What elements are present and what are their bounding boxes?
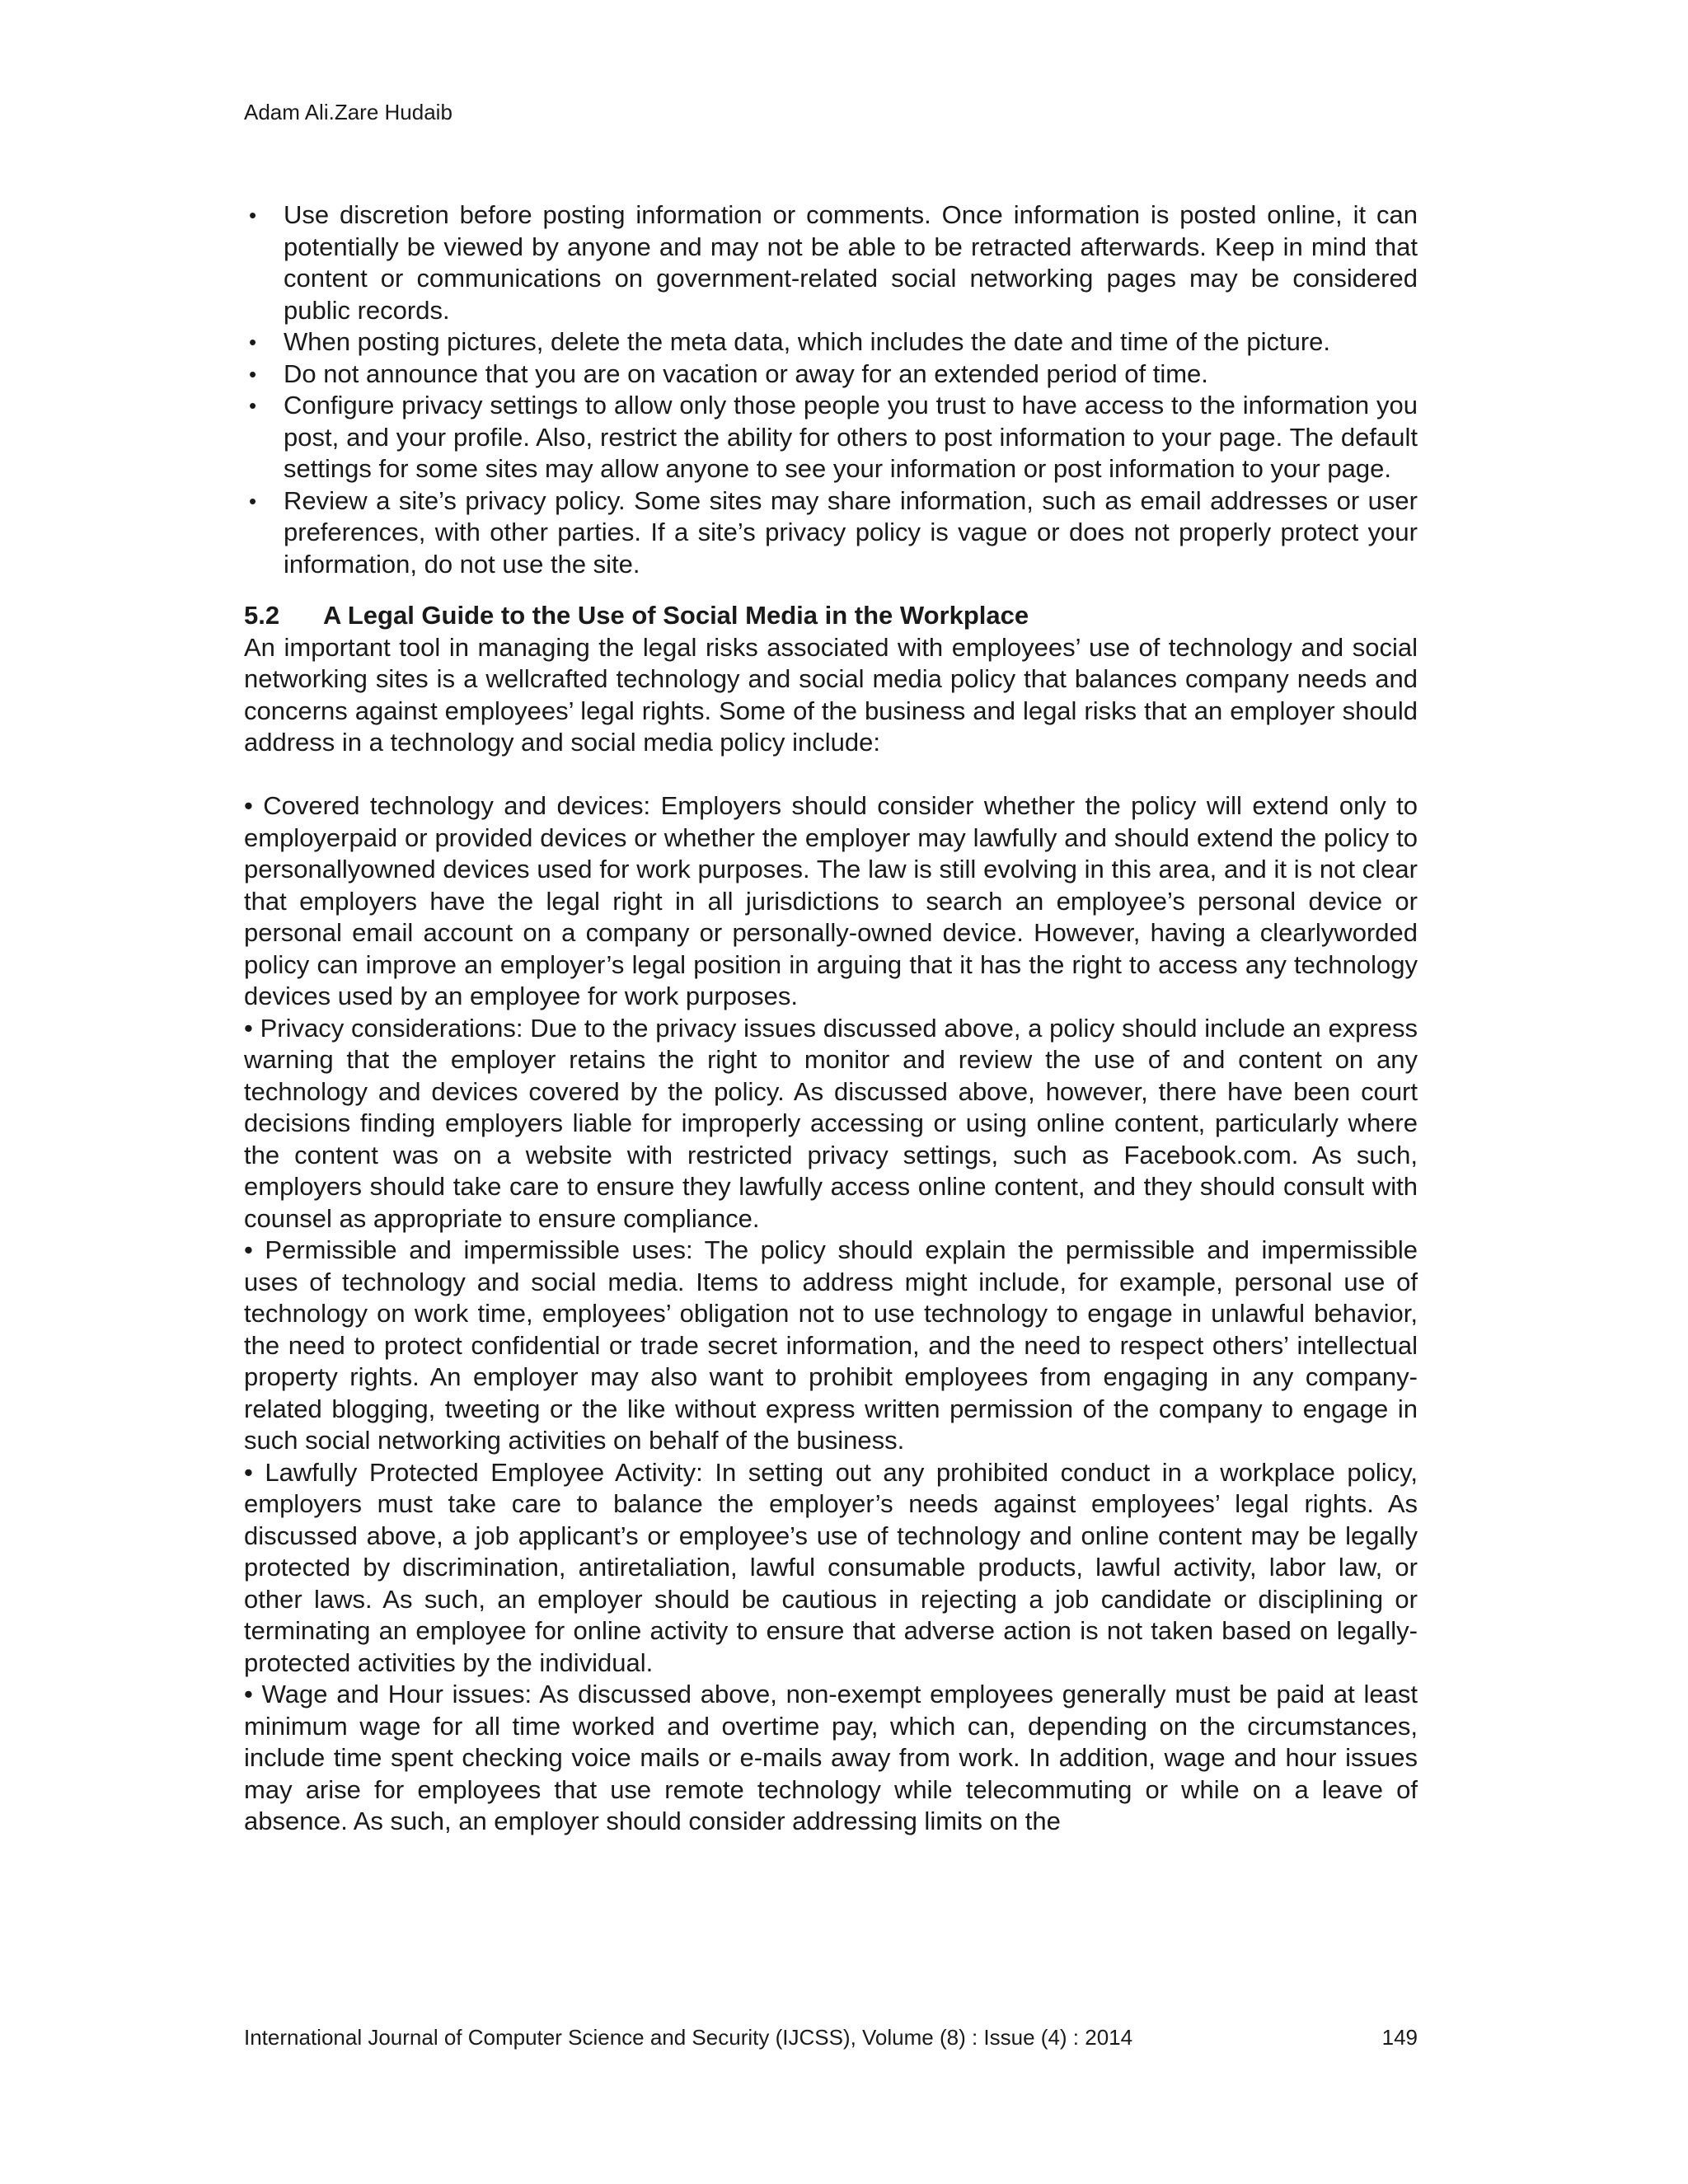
list-item-text: Use discretion before posting information or comments. Once information is posted online, it can potentially be viewed by anyone and may not be able to be retracted afterwards. Keep in mind that content or communications on government-related social networking pages may be considered public records. xyxy=(284,200,1418,325)
list-item xyxy=(244,199,1418,326)
list-item-text: Do not announce that you are on vacation or away for an extended period of time. xyxy=(284,359,1208,388)
body-paragraph-covered-technology: • Covered technology and devices: Employers should consider whether the policy will extend only to employerpaid or provided devices or whether the employer may lawfully and should extend the policy to personallyowned devices used for work purposes. The law is still evolving in this area, and it is not clear that employers have the legal right in all jurisdictions to search an employee’s personal device or personal email account on a company or personally-owned device. However, having a clearlyworded policy can improve an employer’s legal position in arguing that it has the right to access any technology devices used by an employee for work purposes. xyxy=(244,791,1418,1010)
list-item xyxy=(244,485,1418,581)
list-item-text: Configure privacy settings to allow only those people you trust to have access to the information you post, and your profile. Also, restrict the ability for others to post information to your page. The default settings for some sites may allow anyone to see your information or post information to your page. xyxy=(284,391,1418,483)
list-item xyxy=(244,359,1418,391)
section-heading xyxy=(244,600,1418,632)
list-item xyxy=(244,390,1418,485)
bullet-icon: • xyxy=(249,393,257,418)
body-paragraph-privacy: • Privacy considerations: Due to the privacy issues discussed above, a policy should include an express warning that the employer retains the right to monitor and review the use of and content on any technology and devices covered by the policy. As discussed above, however, there have been court decisions finding employers liable for improperly accessing or using online content, particularly where the content was on a website with restricted privacy settings, such as Facebook.com. As such, employers should take care to ensure they lawfully access online content, and they should consult with counsel as appropriate to ensure compliance. xyxy=(244,1013,1418,1233)
page-footer xyxy=(244,2024,1418,2050)
bullet-icon: • xyxy=(249,488,257,513)
footer-journal-citation: International Journal of Computer Science and Security (IJCSS), Volume (8) : Issue (4) : 2014 xyxy=(244,2025,1133,2050)
body-paragraph-permissible-uses: • Permissible and impermissible uses: The policy should explain the permissible and impermissible uses of technology and social media. Items to address might include, for example, personal use of technology on work time, employees’ obligation not to use technology to engage in unlawful behavior, the need to protect confidential or trade secret information, and the need to respect others’ intellectual property rights. An employer may also want to prohibit employees from engaging in any company-related blogging, tweeting or the like without express written permission of the company to engage in such social networking activities on behalf of the business. xyxy=(244,1235,1418,1455)
bullet-icon: • xyxy=(249,361,257,387)
section-title: A Legal Guide to the Use of Social Media in the Workplace xyxy=(323,601,1029,630)
page-body xyxy=(244,199,1418,1838)
bullet-icon: • xyxy=(249,330,257,354)
list-item-text: When posting pictures, delete the meta data, which includes the date and time of the picture. xyxy=(284,327,1331,356)
running-head-author: Adam Ali.Zare Hudaib xyxy=(244,100,452,124)
list-item-text: Review a site’s privacy policy. Some sites may share information, such as email addresses or user preferences, with other parties. If a site’s privacy policy is vague or does not properly protect your information, do not use the site. xyxy=(284,485,1418,579)
section-intro-paragraph: An important tool in managing the legal risks associated with employees’ use of technology and social networking sites is a wellcrafted technology and social media policy that balances company needs and concerns against employees’ legal rights. Some of the business and legal risks that an employer should address in a technology and social media policy include: xyxy=(244,632,1418,757)
page-number: 149 xyxy=(1381,2025,1418,2050)
section-number: 5.2 xyxy=(244,601,280,630)
body-paragraph-protected-activity: • Lawfully Protected Employee Activity: In setting out any prohibited conduct in a workplace policy, employers must take care to balance the employer’s needs against employees’ legal rights. As discussed above, a job applicant’s or employee’s use of technology and online content may be legally protected by discrimination, antiretaliation, lawful consumable products, lawful activity, labor law, or other laws. As such, an employer should be cautious in rejecting a job candidate or disciplining or terminating an employee for online activity to ensure that adverse action is not taken based on legally-protected activities by the individual. xyxy=(244,1457,1418,1677)
body-paragraph-wage-hour: • Wage and Hour issues: As discussed above, non-exempt employees generally must be paid at least minimum wage for all time worked and overtime pay, which can, depending on the circumstances, include time spent checking voice mails or e-mails away from work. In addition, wage and hour issues may arise for employees that use remote technology while telecommuting or while on a leave of absence. As such, an employer should consider addressing limits on the xyxy=(244,1680,1418,1835)
bullet-list xyxy=(244,199,1418,580)
bullet-icon: • xyxy=(249,203,257,227)
list-item xyxy=(244,326,1418,359)
